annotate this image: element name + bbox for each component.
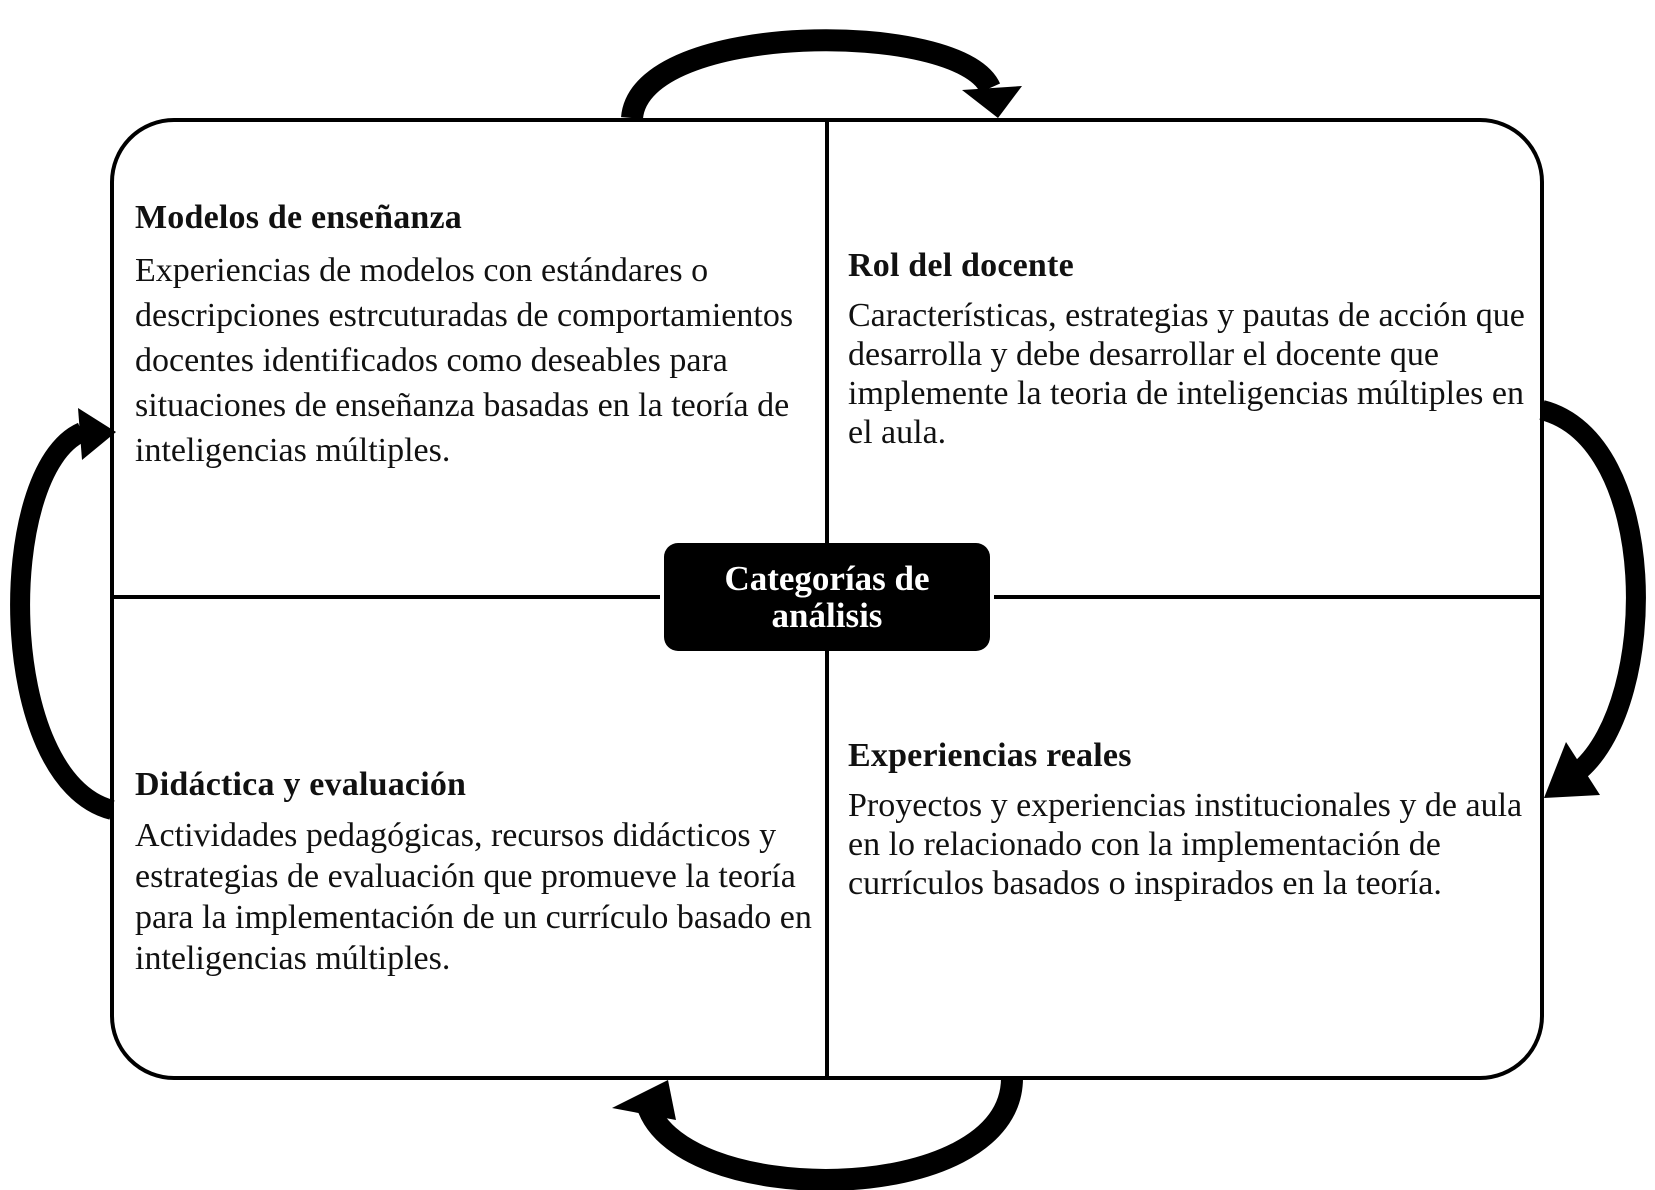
quadrant-teacher-role	[848, 246, 1548, 452]
quadrant-description: Experiencias de modelos con estándares o descripciones estrcuturadas de comportamientos docentes identificados como deseables para situaciones de enseñanza basadas en la teoría de inteligencias múltiples.	[135, 252, 794, 469]
center-category-box	[664, 543, 990, 651]
cycle-arrow-right	[1542, 410, 1636, 798]
quadrant-title: Rol del docente	[848, 247, 1074, 284]
quadrant-title: Experiencias reales	[848, 737, 1132, 774]
center-category-label: Categorías de análisis	[724, 559, 930, 635]
quadrant-title: Modelos de enseñanza	[135, 199, 462, 236]
quadrant-teaching-models	[135, 198, 825, 473]
cycle-arrow-top	[632, 40, 1022, 118]
quadrant-real-experiences	[848, 736, 1548, 903]
cycle-arrow-left	[20, 408, 116, 810]
quadrant-description: Características, estrategias y pautas de acción que desarrolla y debe desarrollar el docente que implemente la teoria de inteligencias múltiples en el aula.	[848, 297, 1525, 451]
quadrant-description: Proyectos y experiencias institucionales y de aula en lo relacionado con la implementación de currículos basados o inspirados en la teoría.	[848, 787, 1523, 902]
quadrant-title: Didáctica y evaluación	[135, 766, 467, 803]
quadrant-description: Actividades pedagógicas, recursos didácticos y estrategias de evaluación que promueve la teoría para la implementación de un currículo basado en inteligencias múltiples.	[135, 817, 812, 977]
cycle-arrow-bottom	[612, 1078, 1012, 1180]
quadrant-didactics-evaluation	[135, 765, 835, 979]
